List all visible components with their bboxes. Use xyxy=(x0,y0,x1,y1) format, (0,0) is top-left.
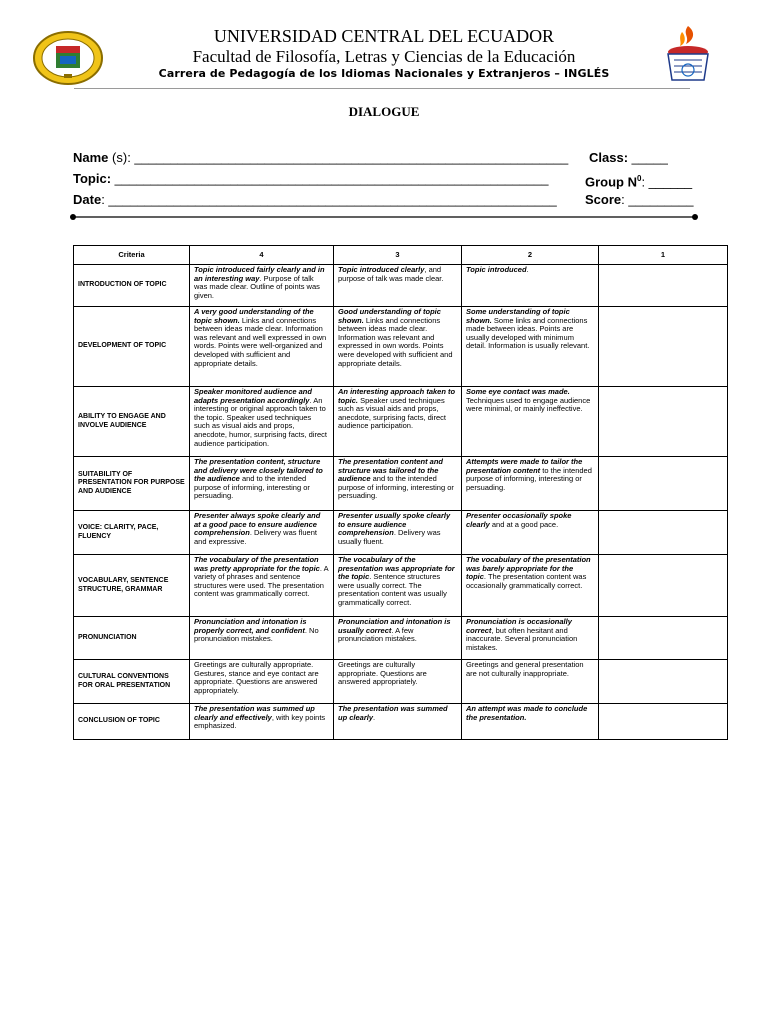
descriptor-cell-4 xyxy=(190,387,334,457)
descriptor-text: . No pronunciation mistakes. xyxy=(194,625,319,644)
header-score-1: 1 xyxy=(599,246,728,265)
descriptor-text: , but often hesitant and inaccurate. Several pronunciation mistakes. xyxy=(466,625,578,652)
header-score-3: 3 xyxy=(334,246,462,265)
descriptor-text: . xyxy=(526,265,529,274)
class-label: Class: xyxy=(589,150,629,165)
topic-label: Topic: xyxy=(73,171,112,186)
descriptor-emphasis: Some understanding of topic shown. xyxy=(466,307,570,325)
header-score-2: 2 xyxy=(462,246,599,265)
descriptor-text: . Sentence structures were usually correct. The presentation content was usually grammatically correct. xyxy=(338,572,447,607)
descriptor-cell-2 xyxy=(462,511,599,555)
document-title: DIALOGUE xyxy=(348,104,420,119)
descriptor-emphasis: An attempt was made to conclude the presentation. xyxy=(466,704,588,722)
descriptor-cell-3 xyxy=(334,704,462,740)
descriptor-cell-2 xyxy=(462,617,599,660)
descriptor-text: . Purpose of talk was made clear. Outline of points was given. xyxy=(194,273,320,300)
score-label: Score xyxy=(585,192,622,207)
header-criteria: Criteria xyxy=(74,246,190,265)
descriptor-text: Greetings are culturally appropriate. Gestures, stance and eye contact are appropriate. Questions are answered appropriately. xyxy=(194,660,319,695)
descriptor-cell-2 xyxy=(462,555,599,617)
descriptor-cell-1 xyxy=(599,457,728,511)
descriptor-emphasis: Presenter always spoke clearly and at a good pace to ensure audience comprehension xyxy=(194,511,321,538)
descriptor-text: , with key points emphasized. xyxy=(194,712,326,731)
descriptor-emphasis: Pronunciation is occasionally correct xyxy=(466,617,572,635)
separator-line xyxy=(70,214,698,220)
descriptor-cell-2 xyxy=(462,457,599,511)
descriptor-cell-1 xyxy=(599,265,728,307)
descriptor-cell-4 xyxy=(190,457,334,511)
criteria-cell: ABILITY TO ENGAGE AND INVOLVE AUDIENCE xyxy=(74,387,190,457)
class-field[interactable]: _____ xyxy=(628,150,668,165)
criteria-cell: PRONUNCIATION xyxy=(74,617,190,660)
criteria-cell: DEVELOPMENT OF TOPIC xyxy=(74,307,190,387)
criteria-cell: CONCLUSION OF TOPIC xyxy=(74,704,190,740)
criteria-cell: SUITABILITY OF PRESENTATION FOR PURPOSE AND AUDIENCE xyxy=(74,457,190,511)
descriptor-cell-1 xyxy=(599,660,728,704)
faculty-logo-icon xyxy=(660,24,716,86)
descriptor-emphasis: Some eye contact was made. xyxy=(466,387,570,396)
descriptor-emphasis: The vocabulary of the presentation was pretty appropriate for the topic xyxy=(194,555,320,573)
descriptor-text: and to the intended purpose of informing, interesting or persuading. xyxy=(338,474,454,501)
descriptor-text: Greetings are culturally appropriate. Questions are answered appropriately. xyxy=(338,660,427,687)
rubric-body xyxy=(74,265,728,740)
descriptor-emphasis: Pronunciation and intonation is usually correct xyxy=(338,617,451,635)
name-suffix: (s): xyxy=(108,150,135,165)
descriptor-cell-4 xyxy=(190,511,334,555)
descriptor-cell-4 xyxy=(190,307,334,387)
descriptor-emphasis: The presentation was summed up clearly xyxy=(338,704,448,722)
descriptor-emphasis: Attempts were made to tailor the presentation content xyxy=(466,457,583,475)
descriptor-emphasis: A very good understanding of the topic shown. xyxy=(194,307,314,325)
rubric-row xyxy=(74,265,728,307)
descriptor-cell-4 xyxy=(190,704,334,740)
descriptor-text: . Delivery was usually fluent. xyxy=(338,528,441,546)
descriptor-emphasis: Topic introduced xyxy=(466,265,527,274)
descriptor-emphasis: Topic introduced clearly xyxy=(338,265,425,274)
descriptor-cell-2 xyxy=(462,265,599,307)
descriptor-emphasis: Speaker monitored audience and adapts presentation accordingly xyxy=(194,387,312,405)
descriptor-cell-4 xyxy=(190,265,334,307)
descriptor-text: . Delivery was fluent and expressive. xyxy=(194,528,317,546)
descriptor-emphasis: An interesting approach taken to topic. xyxy=(338,387,456,405)
rubric-row xyxy=(74,660,728,704)
descriptor-cell-4 xyxy=(190,555,334,617)
descriptor-cell-3 xyxy=(334,617,462,660)
descriptor-emphasis: Presenter usually spoke clearly to ensure audience comprehension xyxy=(338,511,451,538)
name-field[interactable]: ____________________________________________________________ xyxy=(134,150,569,165)
rubric-row xyxy=(74,387,728,457)
descriptor-text: . xyxy=(373,712,376,722)
descriptor-cell-2 xyxy=(462,660,599,704)
header-text xyxy=(130,26,638,80)
descriptor-emphasis: The vocabulary of the presentation was appropriate for the topic xyxy=(338,555,455,582)
descriptor-text: Links and connections between ideas made clear. Information was relevant and well expressed in own words. Points were well-organized and developed with sufficient and appropriate details. xyxy=(194,315,327,368)
descriptor-emphasis: The vocabulary of the presentation was barely appropriate for the topic xyxy=(466,555,591,582)
descriptor-text: to the intended purpose of informing, interesting or persuading. xyxy=(466,465,592,492)
rubric-row xyxy=(74,704,728,740)
topic-field[interactable]: ____________________________________________________________ xyxy=(111,171,549,186)
descriptor-cell-3 xyxy=(334,660,462,704)
descriptor-text: . The presentation content was occasionally grammatically correct. xyxy=(466,572,587,590)
university-name: UNIVERSIDAD CENTRAL DEL ECUADOR xyxy=(213,26,555,46)
date-label: Date xyxy=(73,192,102,207)
descriptor-text: and to the intended purpose of informing, interesting or persuading. xyxy=(194,474,310,501)
rubric-row xyxy=(74,457,728,511)
name-row xyxy=(73,149,698,167)
descriptor-cell-1 xyxy=(599,511,728,555)
topic-row xyxy=(73,170,698,188)
rubric-row xyxy=(74,307,728,387)
descriptor-emphasis: The presentation content and structure was tailored to the audience xyxy=(338,457,444,484)
university-seal-icon xyxy=(24,30,112,86)
descriptor-text: . A variety of phrases and sentence structures were used. The presentation content was grammatically correct. xyxy=(194,563,329,599)
descriptor-emphasis: Topic introduced fairly clearly and in an interesting way xyxy=(194,265,325,283)
descriptor-cell-1 xyxy=(599,555,728,617)
criteria-cell: VOICE: CLARITY, PACE, FLUENCY xyxy=(74,511,190,555)
date-row xyxy=(73,191,698,209)
name-label: Name xyxy=(73,150,109,165)
descriptor-cell-3 xyxy=(334,265,462,307)
descriptor-cell-4 xyxy=(190,617,334,660)
descriptor-text: and at a good pace. xyxy=(489,519,559,529)
rubric-row xyxy=(74,511,728,555)
faculty-name: Facultad de Filosofía, Letras y Ciencias de la Educación xyxy=(192,47,576,66)
criteria-cell: CULTURAL CONVENTIONS FOR ORAL PRESENTATION xyxy=(74,660,190,704)
descriptor-text: Some links and connections made between ideas. Points are usually developed with minimum detail. Information is usually relevant. xyxy=(466,315,590,351)
descriptor-emphasis: Presenter occasionally spoke clearly xyxy=(466,511,572,529)
criteria-cell: VOCABULARY, SENTENCE STRUCTURE, GRAMMAR xyxy=(74,555,190,617)
criteria-cell: INTRODUCTION OF TOPIC xyxy=(74,265,190,307)
score-field[interactable]: : _________ xyxy=(621,192,694,207)
descriptor-emphasis: Good understanding of topic shown. xyxy=(338,307,441,325)
descriptor-cell-2 xyxy=(462,704,599,740)
descriptor-text: . An interesting or original approach taken to the topic. Speaker used techniques such as visual aids and props, anecdote, humor, surprising facts, direct audience participation. xyxy=(194,395,327,448)
career-name: Carrera de Pedagogía de los Idiomas Nacionales y Extranjeros – INGLÉS xyxy=(158,67,610,80)
descriptor-text: . A few pronunciation mistakes. xyxy=(338,625,417,644)
rubric-row xyxy=(74,555,728,617)
descriptor-cell-4 xyxy=(190,660,334,704)
date-field[interactable]: : ______________________________________________________________ xyxy=(101,192,557,207)
descriptor-cell-2 xyxy=(462,307,599,387)
group-label: Group N xyxy=(585,174,637,190)
rubric-header-row xyxy=(74,246,728,265)
descriptor-text: Greetings and general presentation are not culturally inappropriate. xyxy=(466,660,584,678)
descriptor-emphasis: The presentation was summed up clearly and effectively xyxy=(194,704,315,722)
descriptor-emphasis: Pronunciation and intonation is properly correct, and confident xyxy=(194,617,307,635)
descriptor-emphasis: The presentation content, structure and delivery were closely tailored to the audience xyxy=(194,457,323,484)
descriptor-cell-1 xyxy=(599,307,728,387)
rubric-row xyxy=(74,617,728,660)
descriptor-text: Speaker used techniques such as visual aids and props, anecdote, surprising facts, direct audience participation. xyxy=(338,395,446,431)
rubric-table xyxy=(73,245,728,740)
descriptor-cell-2 xyxy=(462,387,599,457)
descriptor-cell-3 xyxy=(334,387,462,457)
group-field[interactable]: : ______ xyxy=(641,174,693,190)
descriptor-cell-1 xyxy=(599,617,728,660)
header-score-4: 4 xyxy=(190,246,334,265)
descriptor-text: , and purpose of talk was made clear. xyxy=(338,265,444,283)
descriptor-cell-3 xyxy=(334,307,462,387)
document-header xyxy=(0,0,768,92)
descriptor-cell-1 xyxy=(599,704,728,740)
descriptor-text: Techniques used to engage audience were minimal, or mainly ineffective. xyxy=(466,395,591,414)
descriptor-text: Links and connections between ideas made clear. Information was relevant and expressed in own words. Points were developed with sufficient and appropriate details. xyxy=(338,315,453,368)
descriptor-cell-3 xyxy=(334,457,462,511)
header-rule xyxy=(74,88,690,89)
descriptor-cell-1 xyxy=(599,387,728,457)
group-superscript: 0 xyxy=(637,174,642,183)
descriptor-cell-3 xyxy=(334,511,462,555)
descriptor-cell-3 xyxy=(334,555,462,617)
